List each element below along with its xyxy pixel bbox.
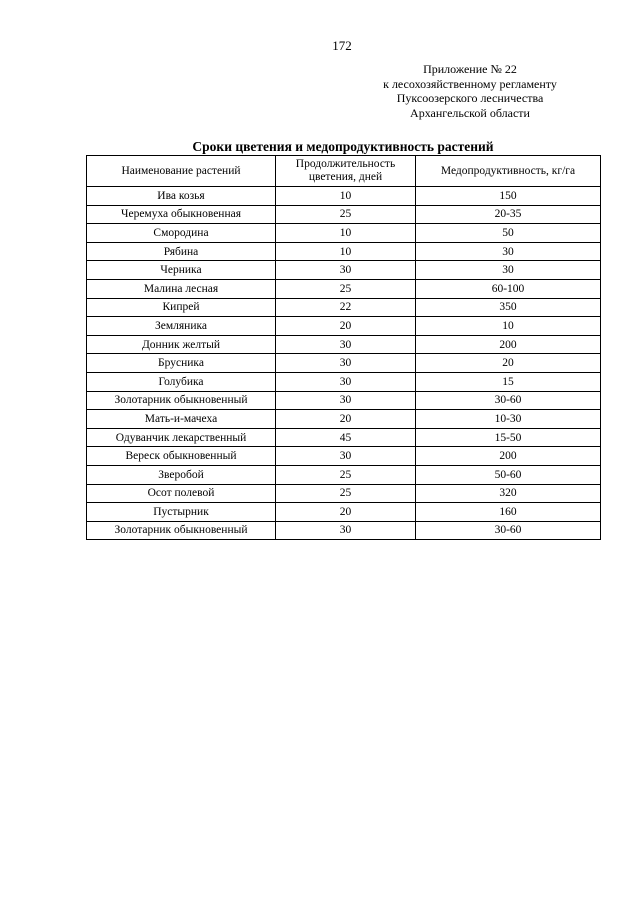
cell-flowering-days: 10	[276, 224, 416, 243]
cell-honey-productivity: 15	[416, 372, 601, 391]
cell-plant-name: Черемуха обыкновенная	[87, 205, 276, 224]
table-row	[87, 410, 601, 429]
cell-honey-productivity: 200	[416, 335, 601, 354]
cell-flowering-days: 10	[276, 242, 416, 261]
cell-flowering-days: 45	[276, 428, 416, 447]
cell-honey-productivity: 20	[416, 354, 601, 373]
appendix-header	[340, 62, 600, 120]
appendix-regulation: к лесохозяйственному регламенту	[383, 76, 557, 91]
cell-honey-productivity: 10-30	[416, 410, 601, 429]
table-row	[87, 391, 601, 410]
cell-plant-name: Золотарник обыкновенный	[87, 391, 276, 410]
cell-flowering-days: 10	[276, 187, 416, 206]
cell-flowering-days: 20	[276, 503, 416, 522]
table-row	[87, 354, 601, 373]
cell-plant-name: Осот полевой	[87, 484, 276, 503]
header-flowering-duration: Продолжительность цветения, дней	[276, 156, 416, 187]
table-title: Сроки цветения и медопродуктивность растений	[192, 139, 494, 154]
cell-flowering-days: 30	[276, 391, 416, 410]
table-body	[87, 187, 601, 540]
table-row	[87, 447, 601, 466]
cell-honey-productivity: 10	[416, 317, 601, 336]
cell-plant-name: Кипрей	[87, 298, 276, 317]
table-row	[87, 298, 601, 317]
cell-honey-productivity: 200	[416, 447, 601, 466]
header-plant-name: Наименование растений	[87, 156, 276, 187]
cell-flowering-days: 30	[276, 354, 416, 373]
cell-plant-name: Смородина	[87, 224, 276, 243]
cell-flowering-days: 30	[276, 261, 416, 280]
header-honey-productivity: Медопродуктивность, кг/га	[416, 156, 601, 187]
cell-plant-name: Вереск обыкновенный	[87, 447, 276, 466]
cell-honey-productivity: 50	[416, 224, 601, 243]
cell-honey-productivity: 30	[416, 242, 601, 261]
table-row	[87, 503, 601, 522]
cell-plant-name: Малина лесная	[87, 279, 276, 298]
cell-plant-name: Голубика	[87, 372, 276, 391]
table-row	[87, 521, 601, 540]
cell-honey-productivity: 20-35	[416, 205, 601, 224]
cell-plant-name: Мать-и-мачеха	[87, 410, 276, 429]
cell-plant-name: Донник желтый	[87, 335, 276, 354]
cell-honey-productivity: 30-60	[416, 391, 601, 410]
table-row	[87, 279, 601, 298]
table-row	[87, 428, 601, 447]
cell-flowering-days: 20	[276, 410, 416, 429]
cell-flowering-days: 25	[276, 465, 416, 484]
cell-flowering-days: 20	[276, 317, 416, 336]
cell-plant-name: Золотарник обыкновенный	[87, 521, 276, 540]
cell-honey-productivity: 150	[416, 187, 601, 206]
cell-honey-productivity: 320	[416, 484, 601, 503]
cell-flowering-days: 30	[276, 335, 416, 354]
cell-flowering-days: 30	[276, 447, 416, 466]
cell-flowering-days: 30	[276, 372, 416, 391]
cell-plant-name: Одуванчик лекарственный	[87, 428, 276, 447]
cell-honey-productivity: 15-50	[416, 428, 601, 447]
table-row	[87, 224, 601, 243]
cell-honey-productivity: 350	[416, 298, 601, 317]
cell-plant-name: Пустырник	[87, 503, 276, 522]
table-row	[87, 242, 601, 261]
page-number: 172	[332, 38, 352, 53]
cell-flowering-days: 25	[276, 205, 416, 224]
cell-plant-name: Земляника	[87, 317, 276, 336]
cell-flowering-days: 22	[276, 298, 416, 317]
appendix-region: Архангельской области	[410, 105, 530, 120]
table-row	[87, 335, 601, 354]
cell-flowering-days: 25	[276, 484, 416, 503]
cell-plant-name: Брусника	[87, 354, 276, 373]
cell-plant-name: Черника	[87, 261, 276, 280]
appendix-number: Приложение № 22	[423, 62, 517, 76]
table-row	[87, 372, 601, 391]
cell-flowering-days: 30	[276, 521, 416, 540]
cell-honey-productivity: 30	[416, 261, 601, 280]
cell-honey-productivity: 60-100	[416, 279, 601, 298]
table-header-row	[87, 156, 601, 187]
cell-plant-name: Ива козья	[87, 187, 276, 206]
cell-honey-productivity: 50-60	[416, 465, 601, 484]
table-row	[87, 465, 601, 484]
table-row	[87, 205, 601, 224]
appendix-forestry: Пуксоозерского лесничества	[396, 91, 544, 105]
cell-plant-name: Зверобой	[87, 465, 276, 484]
cell-honey-productivity: 30-60	[416, 521, 601, 540]
table-row	[87, 187, 601, 206]
table-row	[87, 261, 601, 280]
flowering-table	[86, 155, 601, 540]
table-row	[87, 484, 601, 503]
cell-plant-name: Рябина	[87, 242, 276, 261]
table-row	[87, 317, 601, 336]
cell-flowering-days: 25	[276, 279, 416, 298]
cell-honey-productivity: 160	[416, 503, 601, 522]
